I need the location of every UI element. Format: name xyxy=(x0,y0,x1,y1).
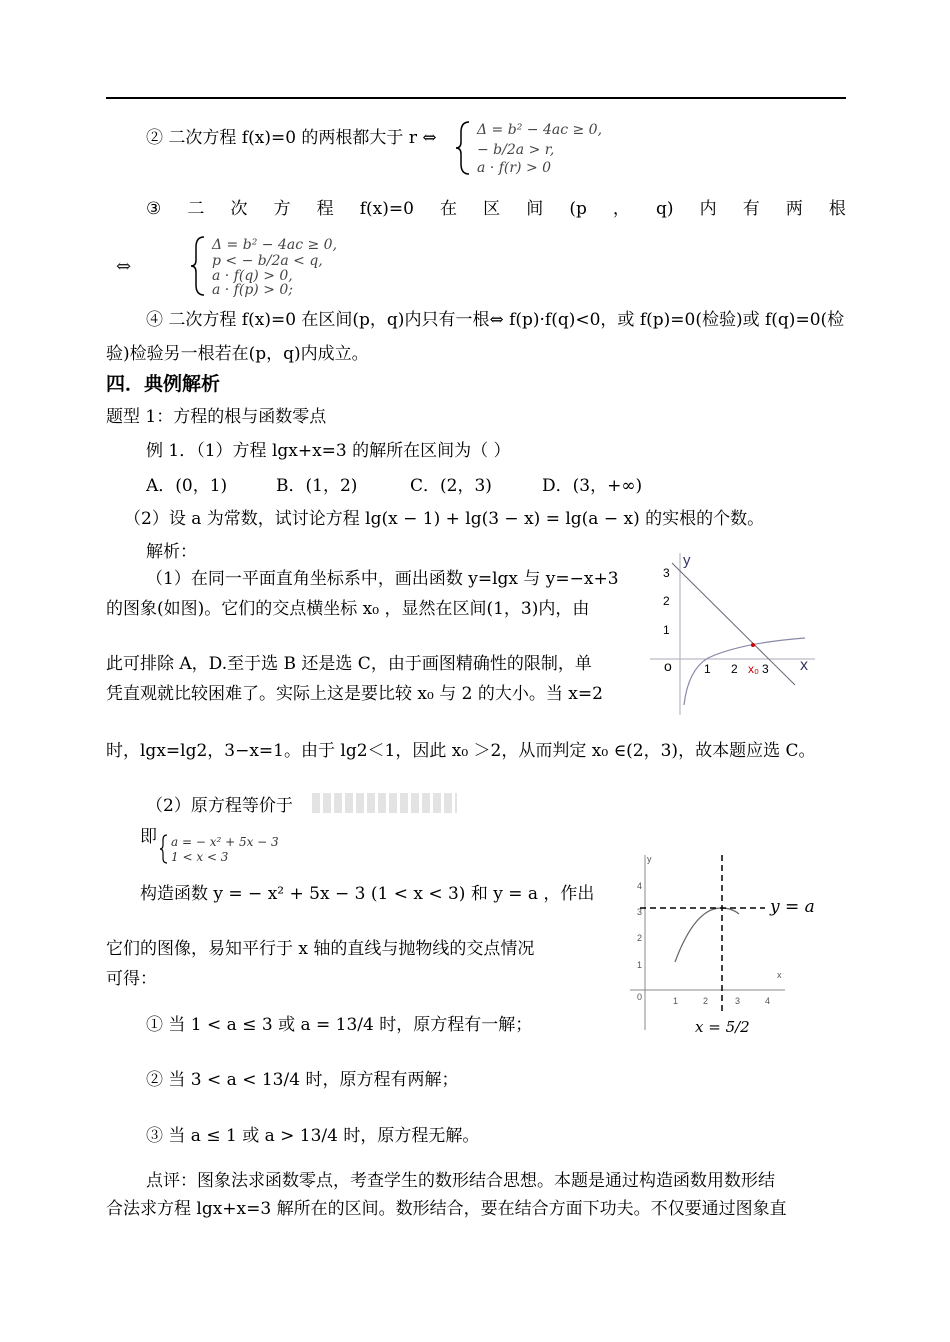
item2-system xyxy=(455,118,755,178)
comment-line2: 合法求方程 lgx+x=3 解所在的区间。数形结合，要在结合方面下功夫。不仅要通过图象直 xyxy=(106,1199,787,1219)
sol-p2-line4: 它们的图像，易知平行于 x 轴的直线与抛物线的交点情况 xyxy=(106,939,535,959)
g2-ytick-1: 1 xyxy=(637,960,643,970)
g1-xtick-3: 3 xyxy=(762,662,769,676)
g1-ytick-3: 3 xyxy=(663,566,670,580)
item3-w0: ③ xyxy=(146,199,162,219)
item3-prefix: ⇔ xyxy=(116,256,132,277)
item3-w7: 区 xyxy=(483,199,501,219)
case2: ② 当 3 < a < 13/4 时，原方程有两解； xyxy=(146,1070,459,1090)
item3-eq4: a · f(p) > 0; xyxy=(212,282,294,298)
item3-w2: 次 xyxy=(230,199,248,219)
item3-w9: (p xyxy=(569,199,587,219)
item4-line1: ④ 二次方程 f(x)=0 在区间(p，q)内只有一根⇔ f(p)·f(q)<0，或 f(p)=0(检验)或 f(q)=0(检 xyxy=(146,310,845,330)
p2-system xyxy=(160,834,360,864)
sol-p2-line5: 可得： xyxy=(106,969,157,989)
g2-xtick-2: 2 xyxy=(703,996,709,1006)
option-c: C．(2，3) xyxy=(410,476,492,496)
g2-xtick-3: 3 xyxy=(735,996,741,1006)
item3-eq3: a · f(q) > 0, xyxy=(212,268,293,284)
graph-parabola xyxy=(625,850,825,1055)
g1-ytick-2: 2 xyxy=(663,594,670,608)
item3-w13: 有 xyxy=(742,199,760,219)
ex1-q2: （2）设 a 为常数，试讨论方程 lg(x − 1) + lg(3 − x) = lg(a − x) 的实根的个数。 xyxy=(124,509,765,529)
item2-eq2: − b/2a > r, xyxy=(477,142,555,158)
header-rule xyxy=(106,97,846,99)
g1-ytick-1: 1 xyxy=(663,623,670,637)
sol-p1-line1: （1）在同一平面直角坐标系中，画出函数 y=lgx 与 y=−x+3 xyxy=(146,569,619,589)
g2-parabola xyxy=(675,908,739,962)
item3-w12: 内 xyxy=(699,199,717,219)
comment-line1: 点评：图象法求函数零点，考查学生的数形结合思想。本题是通过构造函数用数形结 xyxy=(146,1171,775,1191)
type1-heading: 题型 1：方程的根与函数零点 xyxy=(106,407,327,427)
item3-eq2: p < − b/2a < q, xyxy=(212,253,323,269)
graph-lgx xyxy=(650,545,820,715)
item3-w3: 方 xyxy=(273,199,291,219)
g2-ytick-2: 2 xyxy=(637,933,643,943)
option-b: B．(1，2) xyxy=(276,476,358,496)
sol-p1-line5: 时，lgx=lg2，3−x=1。由于 lg2＜1，因此 x₀ ＞2，从而判定 x₀ ∈(2，3)，故本题应选 C。 xyxy=(106,741,816,761)
item3-w6: 在 xyxy=(440,199,458,219)
case1: ① 当 1 < a ≤ 3 或 a = 13/4 时，原方程有一解； xyxy=(146,1015,533,1035)
item3-line xyxy=(146,198,846,220)
solution-label: 解析： xyxy=(146,542,197,562)
g1-x0-label: x₀ xyxy=(748,662,759,676)
case3: ③ 当 a ≤ 1 或 a > 13/4 时，原方程无解。 xyxy=(146,1126,480,1146)
g2-ytick-4: 4 xyxy=(637,881,643,891)
g2-xtick-1: 1 xyxy=(673,996,679,1006)
sol-p1-line2: 的图象(如图)。它们的交点横坐标 x₀ ，显然在区间(1，3)内，由 xyxy=(106,599,590,619)
item3-w11: q) xyxy=(656,199,674,219)
item2-text: ② 二次方程 f(x)=0 的两根都大于 r ⇔ xyxy=(146,128,437,148)
item3-w8: 间 xyxy=(526,199,544,219)
g1-axis-y: y xyxy=(683,552,691,569)
sol-p2-line3: 构造函数 y = − x² + 5x − 3 (1 < x < 3) 和 y = a ，作出 xyxy=(140,884,595,904)
g1-intersection xyxy=(751,643,755,647)
ex1-q1: 例 1．（1）方程 lgx+x=3 的解所在区间为（ ） xyxy=(146,441,511,461)
equivalent-system-image xyxy=(312,793,457,813)
p2-eq1: a = − x² + 5x − 3 xyxy=(171,835,279,849)
section-heading: 四．典例解析 xyxy=(106,373,221,395)
item3-w5: f(x)=0 xyxy=(359,199,414,219)
g1-curve-lgx xyxy=(684,638,805,705)
g1-xtick-1: 1 xyxy=(704,662,711,676)
g2-vline-label: x = 5/2 xyxy=(695,1018,750,1036)
g2-axis-y: y xyxy=(647,854,652,864)
p2-eq2: 1 < x < 3 xyxy=(171,850,229,864)
item3-system xyxy=(112,234,592,298)
sol-p2-line1: （2）原方程等价于 xyxy=(146,796,293,816)
g1-axis-x: x xyxy=(800,657,808,674)
g2-xtick-4: 4 xyxy=(765,996,771,1006)
g2-ytick-3: 3 xyxy=(637,907,643,917)
item3-eq1: Δ = b² − 4ac ≥ 0, xyxy=(212,237,338,253)
option-a: A．(0，1) xyxy=(146,476,228,496)
sol-p1-line4: 凭直观就比较困难了。实际上这是要比较 x₀ 与 2 的大小。当 x=2 xyxy=(106,684,603,704)
option-d: D．(3，+∞) xyxy=(542,476,643,496)
item3-w10: ， xyxy=(612,199,630,219)
item3-w1: 二 xyxy=(187,199,205,219)
sol-p1-line3: 此可排除 A，D.至于选 B 还是选 C，由于画图精确性的限制，单 xyxy=(106,654,592,674)
g2-axis-x: x xyxy=(777,970,782,980)
item2-eq3: a · f(r) > 0 xyxy=(477,160,552,176)
item2-eq1: Δ = b² − 4ac ≥ 0, xyxy=(477,122,603,138)
g2-line-label: y = a xyxy=(770,897,815,917)
item3-w14: 两 xyxy=(785,199,803,219)
sol-p2-line2: 即 xyxy=(140,827,157,847)
g1-xtick-2: 2 xyxy=(731,662,738,676)
g2-origin: 0 xyxy=(637,992,643,1002)
item3-w4: 程 xyxy=(316,199,334,219)
item4-line2: 验)检验另一根若在(p，q)内成立。 xyxy=(106,344,369,364)
g1-origin: o xyxy=(664,658,672,674)
item3-w15: 根 xyxy=(828,199,846,219)
